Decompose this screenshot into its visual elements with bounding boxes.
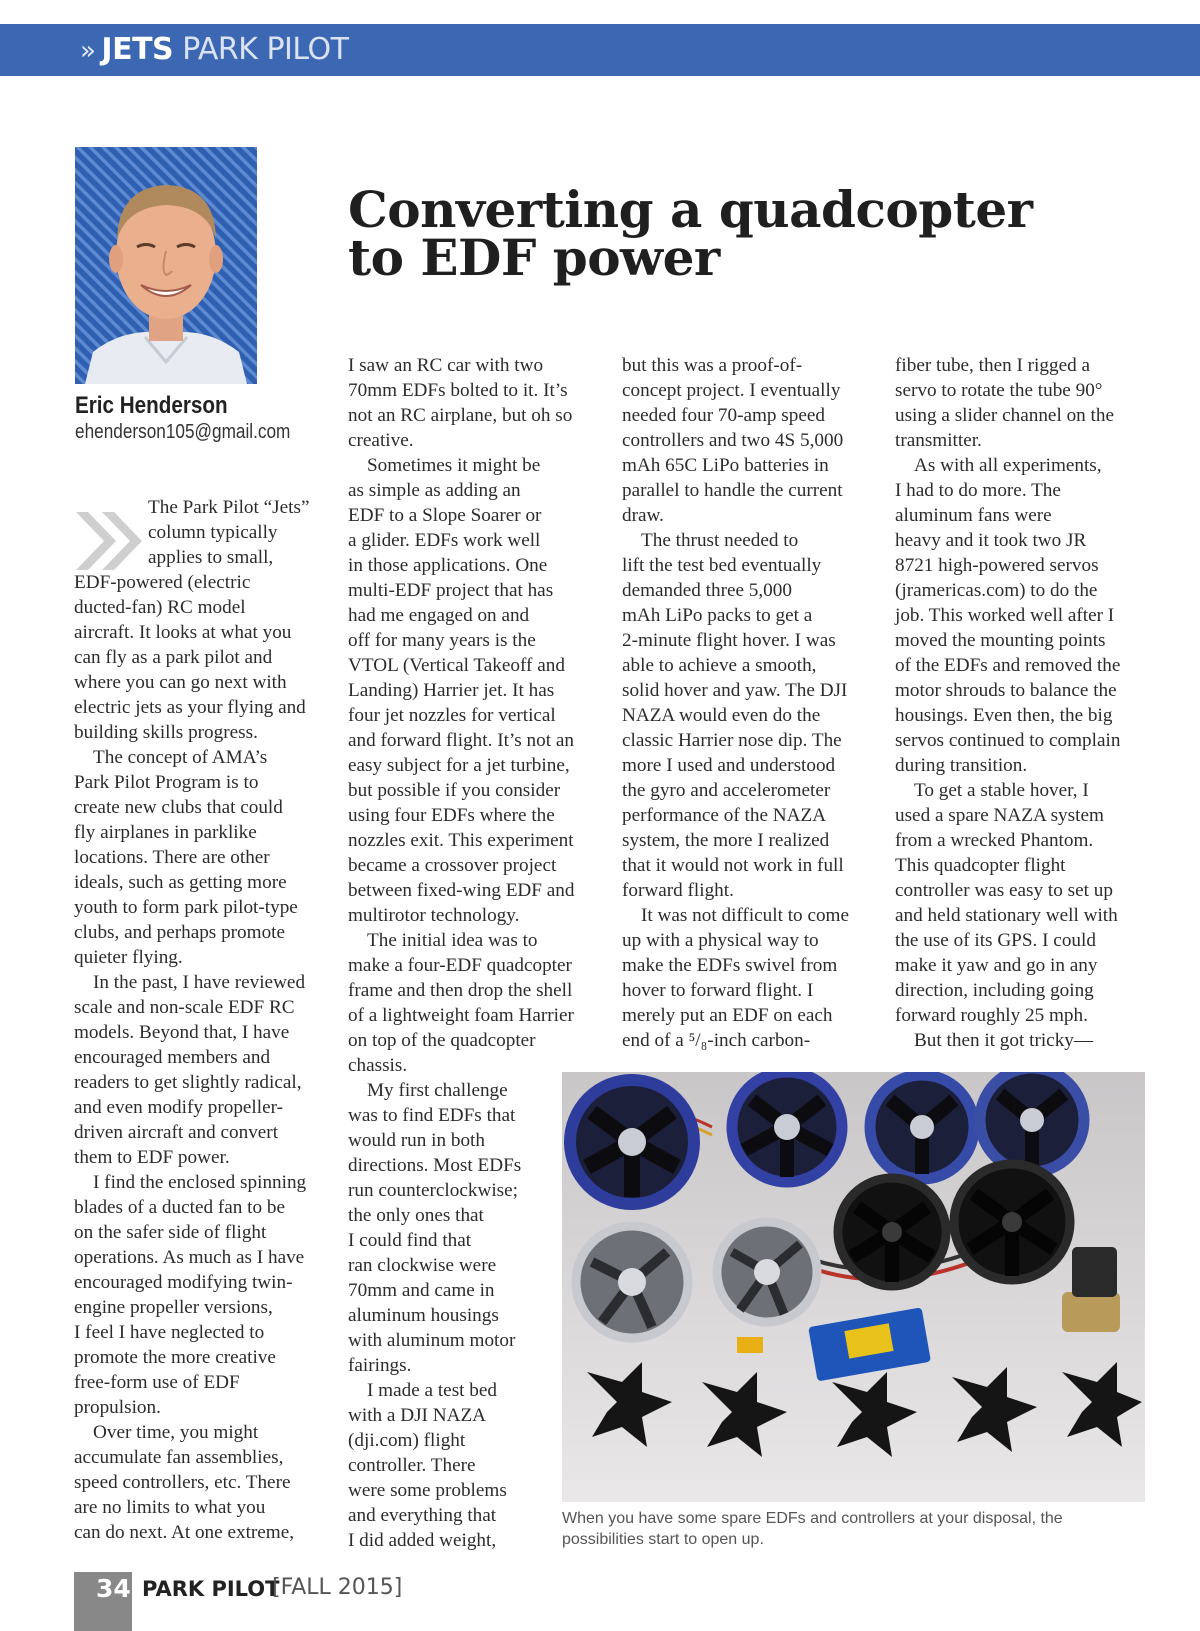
- text-line: readers to get slightly radical,: [74, 1072, 302, 1093]
- text-line: but possible if you consider: [348, 780, 561, 801]
- text-line: It was not difficult to come: [641, 905, 849, 926]
- text-line: were some problems: [348, 1480, 507, 1501]
- text-line: aircraft. It looks at what you: [74, 622, 292, 643]
- text-line: encouraged members and: [74, 1047, 271, 1068]
- text-line: (dji.com) flight: [348, 1430, 466, 1451]
- text-line: four jet nozzles for vertical: [348, 705, 556, 726]
- author-email[interactable]: ehenderson105@gmail.com: [75, 421, 291, 443]
- text-line: housings. Even then, the big: [895, 705, 1113, 726]
- text-line: parallel to handle the current: [622, 480, 843, 501]
- text-line: engine propeller versions,: [74, 1297, 273, 1318]
- text-line: end of a ⁵/₈-inch carbon-: [622, 1030, 811, 1051]
- text-line: the only ones that: [348, 1205, 484, 1226]
- text-line: concept project. I eventually: [622, 380, 841, 401]
- text-line: The initial idea was to: [367, 930, 538, 951]
- text-line: EDF-powered (electric: [74, 572, 251, 593]
- edf-units-photo: [562, 1072, 1145, 1502]
- text-line: the gyro and accelerometer: [622, 780, 831, 801]
- text-line: and held stationary well with: [895, 905, 1118, 926]
- text-line: hover to forward flight. I: [622, 980, 814, 1001]
- text-line: direction, including going: [895, 980, 1094, 1001]
- photo-caption: [562, 1508, 1152, 1550]
- text-line: with aluminum motor: [348, 1330, 516, 1351]
- text-line: on top of the quadcopter: [348, 1030, 536, 1051]
- text-line: using four EDFs where the: [348, 805, 555, 826]
- text-line: encouraged modifying twin-: [74, 1272, 293, 1293]
- text-line: The Park Pilot “Jets”: [148, 497, 310, 518]
- text-line: moved the mounting points: [895, 630, 1106, 651]
- text-line: I made a test bed: [367, 1380, 497, 1401]
- text-line: controllers and two 4S 5,000: [622, 430, 844, 451]
- text-line: mAh LiPo packs to get a: [622, 605, 813, 626]
- text-line: youth to form park pilot-type: [74, 897, 298, 918]
- text-line: (jramericas.com) to do the: [895, 580, 1098, 601]
- text-line: controller was easy to set up: [895, 880, 1113, 901]
- text-line: not an RC airplane, but oh so: [348, 405, 573, 426]
- footer-magazine-name: PARK PILOT: [142, 1577, 280, 1601]
- text-line: lift the test bed eventually: [622, 555, 822, 576]
- text-line: transmitter.: [895, 430, 982, 451]
- text-line: nozzles exit. This experiment: [348, 830, 574, 851]
- double-chevron-icon: »: [80, 36, 96, 66]
- text-line: speed controllers, etc. There: [74, 1472, 291, 1493]
- page-number: 34: [96, 1574, 131, 1603]
- caption-line: When you have some spare EDFs and controllers at your disposal, the: [562, 1510, 1063, 1527]
- section-header: [80, 30, 348, 70]
- article-column-1: [74, 495, 336, 1545]
- text-line: a glider. EDFs work well: [348, 530, 541, 551]
- article-column-4: [895, 353, 1157, 1053]
- text-line: accumulate fan assemblies,: [74, 1447, 284, 1468]
- text-line: would run in both: [348, 1130, 485, 1151]
- text-line: easy subject for a jet turbine,: [348, 755, 570, 776]
- text-line: Park Pilot Program is to: [74, 772, 259, 793]
- text-line: heavy and it took two JR: [895, 530, 1087, 551]
- text-line: but this was a proof-of-: [622, 355, 803, 376]
- text-line: models. Beyond that, I have: [74, 1022, 290, 1043]
- text-line: the use of its GPS. I could: [895, 930, 1096, 951]
- text-line: EDF to a Slope Soarer or: [348, 505, 542, 526]
- text-line: on the safer side of flight: [74, 1222, 267, 1243]
- text-line: fiber tube, then I rigged a: [895, 355, 1090, 376]
- text-line: scale and non-scale EDF RC: [74, 997, 295, 1018]
- text-line: as simple as adding an: [348, 480, 521, 501]
- article-column-3: [622, 353, 880, 1053]
- title-line: to EDF power: [348, 228, 720, 287]
- text-line: make the EDFs swivel from: [622, 955, 838, 976]
- text-line: job. This worked well after I: [895, 605, 1115, 626]
- text-line: frame and then drop the shell: [348, 980, 573, 1001]
- author-name: Eric Henderson: [75, 392, 228, 419]
- text-line: creative.: [348, 430, 414, 451]
- text-line: up with a physical way to: [622, 930, 819, 951]
- text-line: can do next. At one extreme,: [74, 1522, 295, 1543]
- text-line: ideals, such as getting more: [74, 872, 287, 893]
- text-line: multirotor technology.: [348, 905, 520, 926]
- text-line: between fixed-wing EDF and: [348, 880, 575, 901]
- article-title: [348, 180, 1168, 287]
- text-line: make a four-EDF quadcopter: [348, 955, 572, 976]
- text-line: Landing) Harrier jet. It has: [348, 680, 555, 701]
- text-line: propulsion.: [74, 1397, 161, 1418]
- text-line: promote the more creative: [74, 1347, 276, 1368]
- text-line: them to EDF power.: [74, 1147, 230, 1168]
- text-line: electric jets as your flying and: [74, 697, 306, 718]
- text-line: Over time, you might: [93, 1422, 259, 1443]
- text-line: VTOL (Vertical Takeoff and: [348, 655, 565, 676]
- text-line: servos continued to complain: [895, 730, 1121, 751]
- text-line: can fly as a park pilot and: [74, 647, 273, 668]
- text-line: The thrust needed to: [641, 530, 799, 551]
- text-line: blades of a ducted fan to be: [74, 1197, 285, 1218]
- text-line: building skills progress.: [74, 722, 258, 743]
- text-line: This quadcopter flight: [895, 855, 1066, 876]
- text-line: 2-minute flight hover. I was: [622, 630, 836, 651]
- text-line: had me engaged on and: [348, 605, 530, 626]
- footer-issue: [FALL 2015]: [272, 1575, 403, 1600]
- text-line: forward flight.: [622, 880, 734, 901]
- text-line: fairings.: [348, 1355, 412, 1376]
- text-line: servo to rotate the tube 90°: [895, 380, 1103, 401]
- text-line: multi-EDF project that has: [348, 580, 554, 601]
- text-line: I could find that: [348, 1230, 472, 1251]
- text-line: The concept of AMA’s: [93, 747, 268, 768]
- text-line: of a lightweight foam Harrier: [348, 1005, 574, 1026]
- text-line: more I used and understood: [622, 755, 836, 776]
- text-line: I saw an RC car with two: [348, 355, 544, 376]
- text-line: and forward flight. It’s not an: [348, 730, 574, 751]
- text-line: fly airplanes in parklike: [74, 822, 257, 843]
- text-line: make it yaw and go in any: [895, 955, 1098, 976]
- text-line: In the past, I have reviewed: [93, 972, 306, 993]
- text-line: became a crossover project: [348, 855, 557, 876]
- text-line: needed four 70-amp speed: [622, 405, 825, 426]
- text-line: create new clubs that could: [74, 797, 283, 818]
- text-line: I did added weight,: [348, 1530, 497, 1551]
- text-line: that it would not work in full: [622, 855, 844, 876]
- text-line: and even modify propeller-: [74, 1097, 284, 1118]
- text-line: and everything that: [348, 1505, 497, 1526]
- text-line: used a spare NAZA system: [895, 805, 1104, 826]
- author-photo: [75, 147, 257, 384]
- section-name: JETS: [101, 32, 174, 67]
- text-line: was to find EDFs that: [348, 1105, 516, 1126]
- text-line: directions. Most EDFs: [348, 1155, 522, 1176]
- text-line: mAh 65C LiPo batteries in: [622, 455, 829, 476]
- text-line: in those applications. One: [348, 555, 548, 576]
- text-line: I feel I have neglected to: [74, 1322, 265, 1343]
- text-line: aluminum fans were: [895, 505, 1052, 526]
- text-line: during transition.: [895, 755, 1028, 776]
- caption-line: possibilities start to open up.: [562, 1531, 764, 1548]
- text-line: aluminum housings: [348, 1305, 499, 1326]
- text-line: operations. As much as I have: [74, 1247, 305, 1268]
- text-line: 70mm and came in: [348, 1280, 495, 1301]
- text-line: column typically: [148, 522, 278, 543]
- text-line: able to achieve a smooth,: [622, 655, 817, 676]
- publication-name: PARK PILOT: [182, 32, 349, 67]
- section-header-bar: [0, 24, 1200, 76]
- text-line: driven aircraft and convert: [74, 1122, 279, 1143]
- text-line: demanded three 5,000: [622, 580, 792, 601]
- text-line: free-form use of EDF: [74, 1372, 240, 1393]
- text-line: 8721 high-powered servos: [895, 555, 1099, 576]
- text-line: solid hover and yaw. The DJI: [622, 680, 848, 701]
- text-line: ducted-fan) RC model: [74, 597, 246, 618]
- text-line: I find the enclosed spinning: [93, 1172, 307, 1193]
- text-line: clubs, and perhaps promote: [74, 922, 286, 943]
- text-line: My first challenge: [367, 1080, 508, 1101]
- text-line: quieter flying.: [74, 947, 183, 968]
- text-line: locations. There are other: [74, 847, 270, 868]
- text-line: chassis.: [348, 1055, 408, 1076]
- text-line: To get a stable hover, I: [914, 780, 1089, 801]
- text-line: with a DJI NAZA: [348, 1405, 487, 1426]
- text-line: system, the more I realized: [622, 830, 830, 851]
- text-line: using a slider channel on the: [895, 405, 1114, 426]
- text-line: applies to small,: [148, 547, 274, 568]
- text-line: But then it got tricky—: [914, 1030, 1094, 1051]
- text-line: performance of the NAZA: [622, 805, 827, 826]
- text-line: classic Harrier nose dip. The: [622, 730, 842, 751]
- text-line: are no limits to what you: [74, 1497, 266, 1518]
- text-line: forward roughly 25 mph.: [895, 1005, 1088, 1026]
- text-line: from a wrecked Phantom.: [895, 830, 1094, 851]
- text-line: run counterclockwise;: [348, 1180, 518, 1201]
- text-line: As with all experiments,: [914, 455, 1102, 476]
- text-line: merely put an EDF on each: [622, 1005, 833, 1026]
- text-line: draw.: [622, 505, 664, 526]
- title-line: Converting a quadcopter: [348, 180, 1033, 239]
- text-line: NAZA would even do the: [622, 705, 821, 726]
- text-line: off for many years is the: [348, 630, 536, 651]
- text-line: I had to do more. The: [895, 480, 1061, 501]
- text-line: of the EDFs and removed the: [895, 655, 1121, 676]
- text-line: ran clockwise were: [348, 1255, 497, 1276]
- text-line: controller. There: [348, 1455, 476, 1476]
- text-line: where you can go next with: [74, 672, 287, 693]
- text-line: motor shrouds to balance the: [895, 680, 1117, 701]
- text-line: 70mm EDFs bolted to it. It’s: [348, 380, 568, 401]
- text-line: Sometimes it might be: [367, 455, 541, 476]
